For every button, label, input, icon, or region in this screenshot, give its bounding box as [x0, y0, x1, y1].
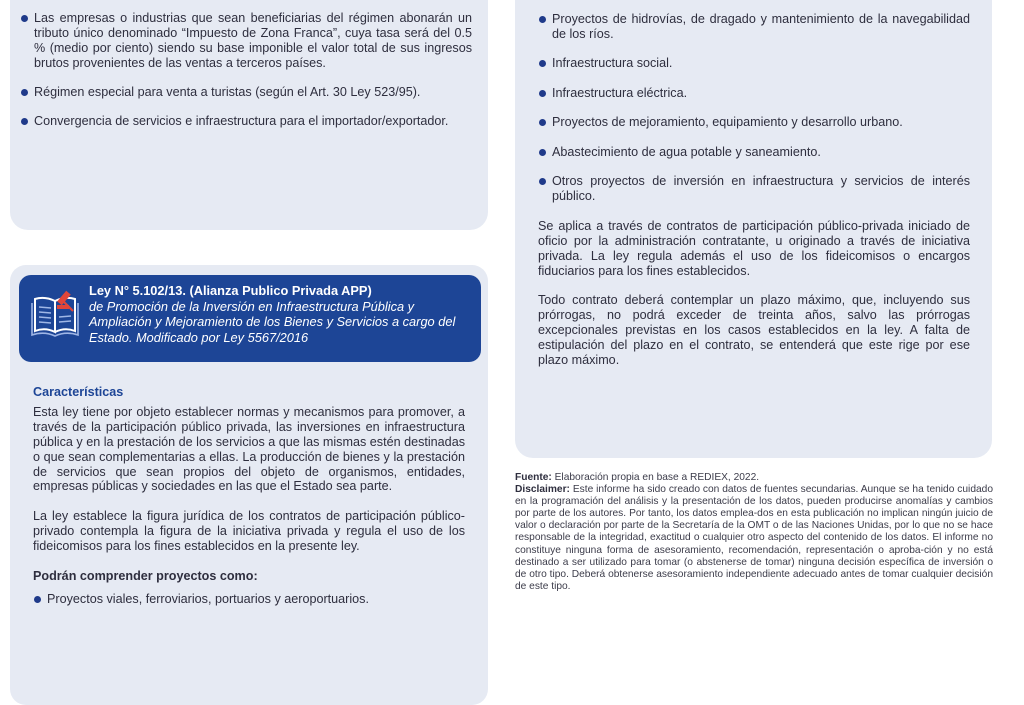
objective-paragraph: Esta ley tiene por objeto establecer normas y mecanismos para promover, a través de la participación público privada, las inversiones en infraestructura pública y en la prestación de los servicios a que las mismas estén destinadas o que sean complementarias a ellas. La producción de bienes y la prestación de servicios que sean propios del objeto de organismos, entidades, empresas públicas y sociedades en las que el Estado sea parte.	[33, 404, 465, 494]
section-title: Características	[33, 385, 124, 399]
list-item: Infraestructura social.	[538, 56, 970, 71]
law-subtitle: de Promoción de la Inversión en Infraestructura Pública y Ampliación y Mejoramiento de los Bienes y Servicios a cargo del Estado. Modificado por Ley 5567/2016	[89, 298, 456, 345]
list-item: Otros proyectos de inversión en infraestructura y servicios de interés público.	[538, 174, 970, 204]
app-projects-list	[538, 12, 970, 204]
legal-figure-paragraph: La ley establece la figura jurídica de los contratos de participación público-privado contempla la figura de la iniciativa privada y regula el uso de los fideicomisos para los fines establecidos en la presente ley.	[33, 509, 465, 554]
list-item: Las empresas o industrias que sean beneficiarias del régimen abonarán un tributo único denominado “Impuesto de Zona Franca”, cuya tasa será del 0.5 % (medio por ciento) siendo su base imponible el valor total de sus ingresos brutos provenientes de las ventas a terceros países.	[20, 11, 472, 71]
law-header	[19, 275, 481, 362]
contract-paragraph: Se aplica a través de contratos de participación público-privada iniciado de oficio por la administración contratante, u originado a través de iniciativa privada. La ley regula además el uso de los fideicomisos o encargos fiduciarios para los fines establecidos.	[538, 218, 970, 278]
list-item: Régimen especial para venta a turistas (según el Art. 30 Ley 523/95).	[20, 85, 472, 100]
zona-franca-features	[20, 11, 472, 142]
source-label: Fuente:	[515, 472, 552, 483]
law-title: Ley N° 5.102/13. (Alianza Publico Privada APP)	[89, 283, 372, 298]
list-item: Proyectos de mejoramiento, equipamiento y desarrollo urbano.	[538, 115, 970, 130]
source-text: Elaboración propia en base a REDIEX, 2022.	[554, 472, 760, 483]
source-line	[515, 472, 993, 484]
app-projects-content	[538, 12, 970, 383]
list-item: Infraestructura eléctrica.	[538, 86, 970, 101]
law-title-block	[89, 283, 474, 345]
term-paragraph: Todo contrato deberá contemplar un plazo máximo, que, incluyendo sus prórrogas, no podrá exceder de treinta años, salvo las prórrogas excepcionales previstas en los casos establecidos en la ley. A falta de estipulación del plazo en el contrato, se entenderá que este rige por ese plazo máximo.	[538, 293, 970, 368]
list-item: Convergencia de servicios e infraestructura para el importador/exportador.	[20, 114, 472, 129]
list-item: Proyectos de hidrovías, de dragado y mantenimiento de la navegabilidad de los ríos.	[538, 12, 970, 42]
disclaimer-label: Disclaimer:	[515, 484, 570, 496]
law-characteristics	[33, 385, 465, 621]
disclaimer-text: Este informe ha sido creado con datos de fuentes secundarias. Aunque se ha tenido cuidado en la programación del análisis y la presentación de los datos, pueden producirse anomalías y cambios por parte de los autores. Por tanto, los datos emplea-dos en esta publicación no implican ningún juicio de valor o declaración por parte de la Secretaría de la OMT o de las Naciones Unidas, por lo que no se hace responsable de la integridad, exactitud o cualquier otro aspecto del contenido de los datos. El informe no constituye ninguna forma de asesoramiento, recomendación, representación o aproba-ción y no está destinado a ser utilizado para tomar (o abstenerse de tomar) ninguna decisión específica de inversión o de otro tipo. Deberá obtenerse asesoramiento independiente adecuado antes de tomar cualquier decisión de este tipo.	[515, 484, 993, 592]
law-book-icon	[31, 287, 81, 339]
zona-franca-list	[20, 11, 472, 128]
list-item: Proyectos viales, ferroviarios, portuarios y aeroportuarios.	[33, 592, 465, 607]
projects-list	[33, 592, 465, 607]
footnote	[515, 472, 993, 593]
list-item: Abastecimiento de agua potable y saneamiento.	[538, 145, 970, 160]
disclaimer	[515, 484, 993, 593]
projects-title: Podrán comprender proyectos como:	[33, 569, 258, 584]
